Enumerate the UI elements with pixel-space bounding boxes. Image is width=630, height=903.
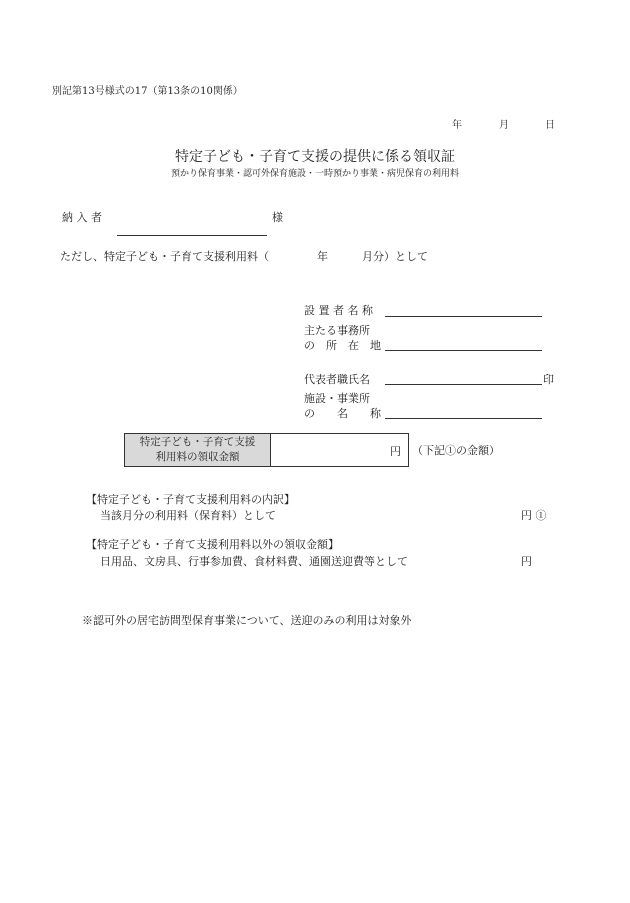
other-currency: 円 — [521, 555, 532, 568]
date-month: 月 — [499, 120, 509, 131]
breakdown-heading: 【特定子ども・子育て支援利用料の内訳】 — [86, 493, 295, 506]
payer-honorific: 様 — [272, 211, 283, 224]
receipt-amount-note: （下記①の金額） — [412, 444, 500, 457]
facility-label-line1: 施設・事業所 — [304, 392, 370, 405]
facility-label-line2: の 名 称 — [304, 407, 381, 420]
representative-line — [385, 384, 542, 385]
other-item: 日用品、文房具、行事参加費、食材料費、通園送迎費等として — [100, 555, 408, 568]
receipt-amount-label — [125, 434, 271, 466]
payer-label: 納 入 者 — [62, 211, 102, 224]
office-address-line — [385, 350, 542, 351]
payer-name-line — [117, 235, 267, 236]
receipt-amount-currency: 円 — [390, 445, 401, 458]
other-heading: 【特定子ども・子育て支援利用料以外の領収金額】 — [86, 538, 339, 551]
founder-name-label: 設 置 者 名 称 — [304, 304, 373, 317]
representative-label: 代表者職氏名 — [304, 373, 370, 386]
office-label-line1: 主たる事務所 — [304, 324, 370, 337]
office-label-line2: の 所 在 地 — [304, 339, 381, 352]
seal-mark: 印 — [543, 373, 554, 386]
proviso-month: 月分）として — [362, 250, 428, 263]
receipt-amount-label-line2: 利用料の領収金額 — [155, 451, 240, 463]
date-year: 年 — [452, 120, 462, 131]
facility-name-line — [385, 418, 542, 419]
receipt-amount-label-line1: 特定子ども・子育て支援 — [139, 436, 256, 448]
proviso-year: 年 — [317, 250, 328, 263]
receipt-amount-box — [124, 433, 409, 467]
document-subtitle: 預かり保育事業・認可外保育施設・一時預かり事業・病児保育の利用料 — [170, 169, 459, 179]
form-reference: 別記第13号様式の17（第13条の10関係） — [52, 86, 243, 97]
date-day: 日 — [545, 120, 555, 131]
breakdown-currency: 円 ① — [521, 509, 547, 522]
footnote: ※認可外の居宅訪問型保育事業について、送迎のみの利用は対象外 — [82, 614, 412, 627]
founder-name-line — [385, 316, 542, 317]
breakdown-item: 当該月分の利用料（保育料）として — [100, 509, 276, 522]
proviso-prefix: ただし、特定子ども・子育て支援利用料（ — [60, 250, 269, 263]
document-title: 特定子ども・子育て支援の提供に係る領収証 — [175, 149, 455, 165]
